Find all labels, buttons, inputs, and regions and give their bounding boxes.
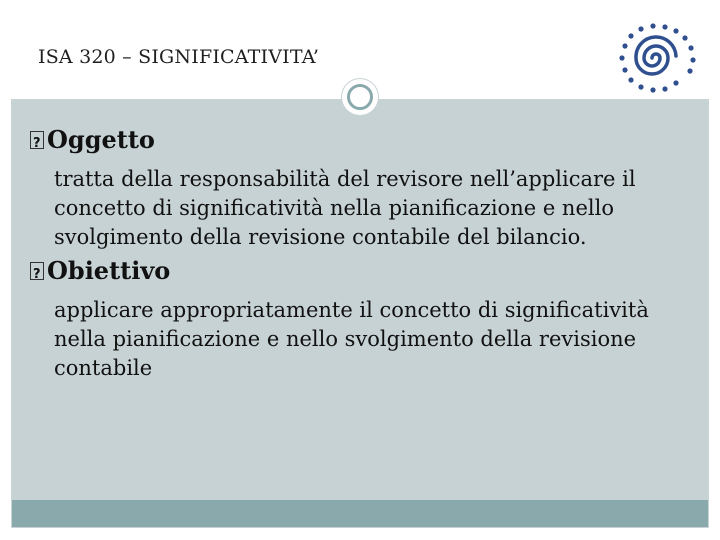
- section-heading-obiettivo: Obiettivo: [47, 256, 171, 285]
- section-text-obiettivo: applicare appropriatamente il concetto di significatività nella pianificazione e nello svolgimento della revisione contabile: [54, 298, 649, 380]
- section-heading-oggetto: Oggetto: [47, 125, 155, 154]
- footer-bar: [12, 500, 708, 527]
- slide-title: ISA 320 – SIGNIFICATIVITA’: [38, 46, 320, 68]
- slide-body: [30, 124, 690, 383]
- spiral-logo-icon: [612, 20, 698, 96]
- section-heading-row: [30, 255, 690, 287]
- bullet-box-icon: [30, 262, 44, 280]
- section-heading-row: [30, 124, 690, 156]
- bullet-box-icon: [30, 131, 44, 149]
- ring-icon: [342, 79, 378, 115]
- section-text-oggetto: tratta della responsabilità del revisore nell’applicare il concetto di significatività nella pianificazione e nello svolgimento della revisione contabile del bilancio.: [54, 167, 636, 249]
